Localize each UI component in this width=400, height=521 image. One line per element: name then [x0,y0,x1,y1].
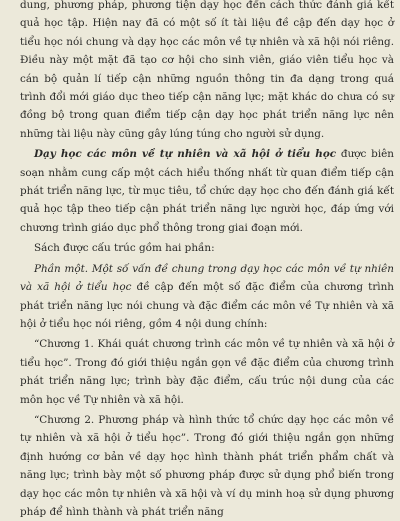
text-segment: đề cập đến một số đặc điểm của chương trình phát triển năng lực nói chung và đặc điểm các môn về Tự nhiên và xã hội ở tiểu học nói riêng, gồm 4 nội dung chính: [20,281,394,330]
text-segment: Dạy học các môn về tự nhiên và xã hội ở tiểu học [34,148,337,161]
text-segment: dung, phương pháp, phương tiện dạy học đến cách thức đánh giá kết quả học tập. Hiện nay đã có một số ít tài liệu đề cập đến dạy học ở tiểu học nói chung và dạy học các môn về tự nhiên và xã hội nói riêng. Điều này một mặt đã tạo cơ hội cho sinh viên, giáo viên tiểu học và cán bộ quản lí tiếp cận những nguồn thông tin đa dạng trong quá trình đổi mới giáo dục theo tiếp cận năng lực; mặt khác do chưa có sự đồng bộ trong quan điểm tiếp cận dạy học phát triển năng lực nên những tài liệu này cũng gây lúng túng cho người sử dụng. [20,0,394,140]
paragraph-p5 [20,335,394,409]
text-segment: Sách được cấu trúc gồm hai phần: [34,242,215,255]
paragraph-p4 [20,260,394,334]
text-segment: Phần một. Một số vấn đề chung trong dạy học các môn về tự nhiên và xã hội ở tiểu học [20,262,394,294]
text-segment: “Chương 1. Khái quát chương trình các môn về tự nhiên và xã hội ở tiểu học”. Trong đó giới thiệu ngắn gọn về đặc điểm của chương trình phát triển năng lực; trình bày đặc điểm, cấu trúc nội dung của các môn học về Tự nhiên và xã hội. [20,338,394,406]
text-segment: “Chương 2. Phương pháp và hình thức tổ chức dạy học các môn về tự nhiên và xã hội ở tiểu học”. Trong đó giới thiệu ngắn gọn những định hướng cơ bản về dạy học hình thành phát triển phẩm chất và năng lực; trình bày một số phương pháp được sử dụng phổ biến trong dạy học các môn tự nhiên và xã hội và ví dụ minh hoạ sử dụng phương pháp để hình thành và phát triển năng [20,413,394,518]
text-segment: được biên soạn nhằm cung cấp một cách hiểu thống nhất từ quan điểm tiếp cận phát triển năng lực, từ mục tiêu, tổ chức dạy học cho đến đánh giá kết quả học tập theo tiếp cận phát triển năng lực người học, đáp ứng với chương trình giáo dục phổ thông trong giai đoạn mới. [20,148,394,234]
paragraph-p3 [20,239,394,257]
paragraph-p2 [20,145,394,237]
paragraph-p1 [20,0,394,143]
paragraph-p6 [20,411,394,521]
